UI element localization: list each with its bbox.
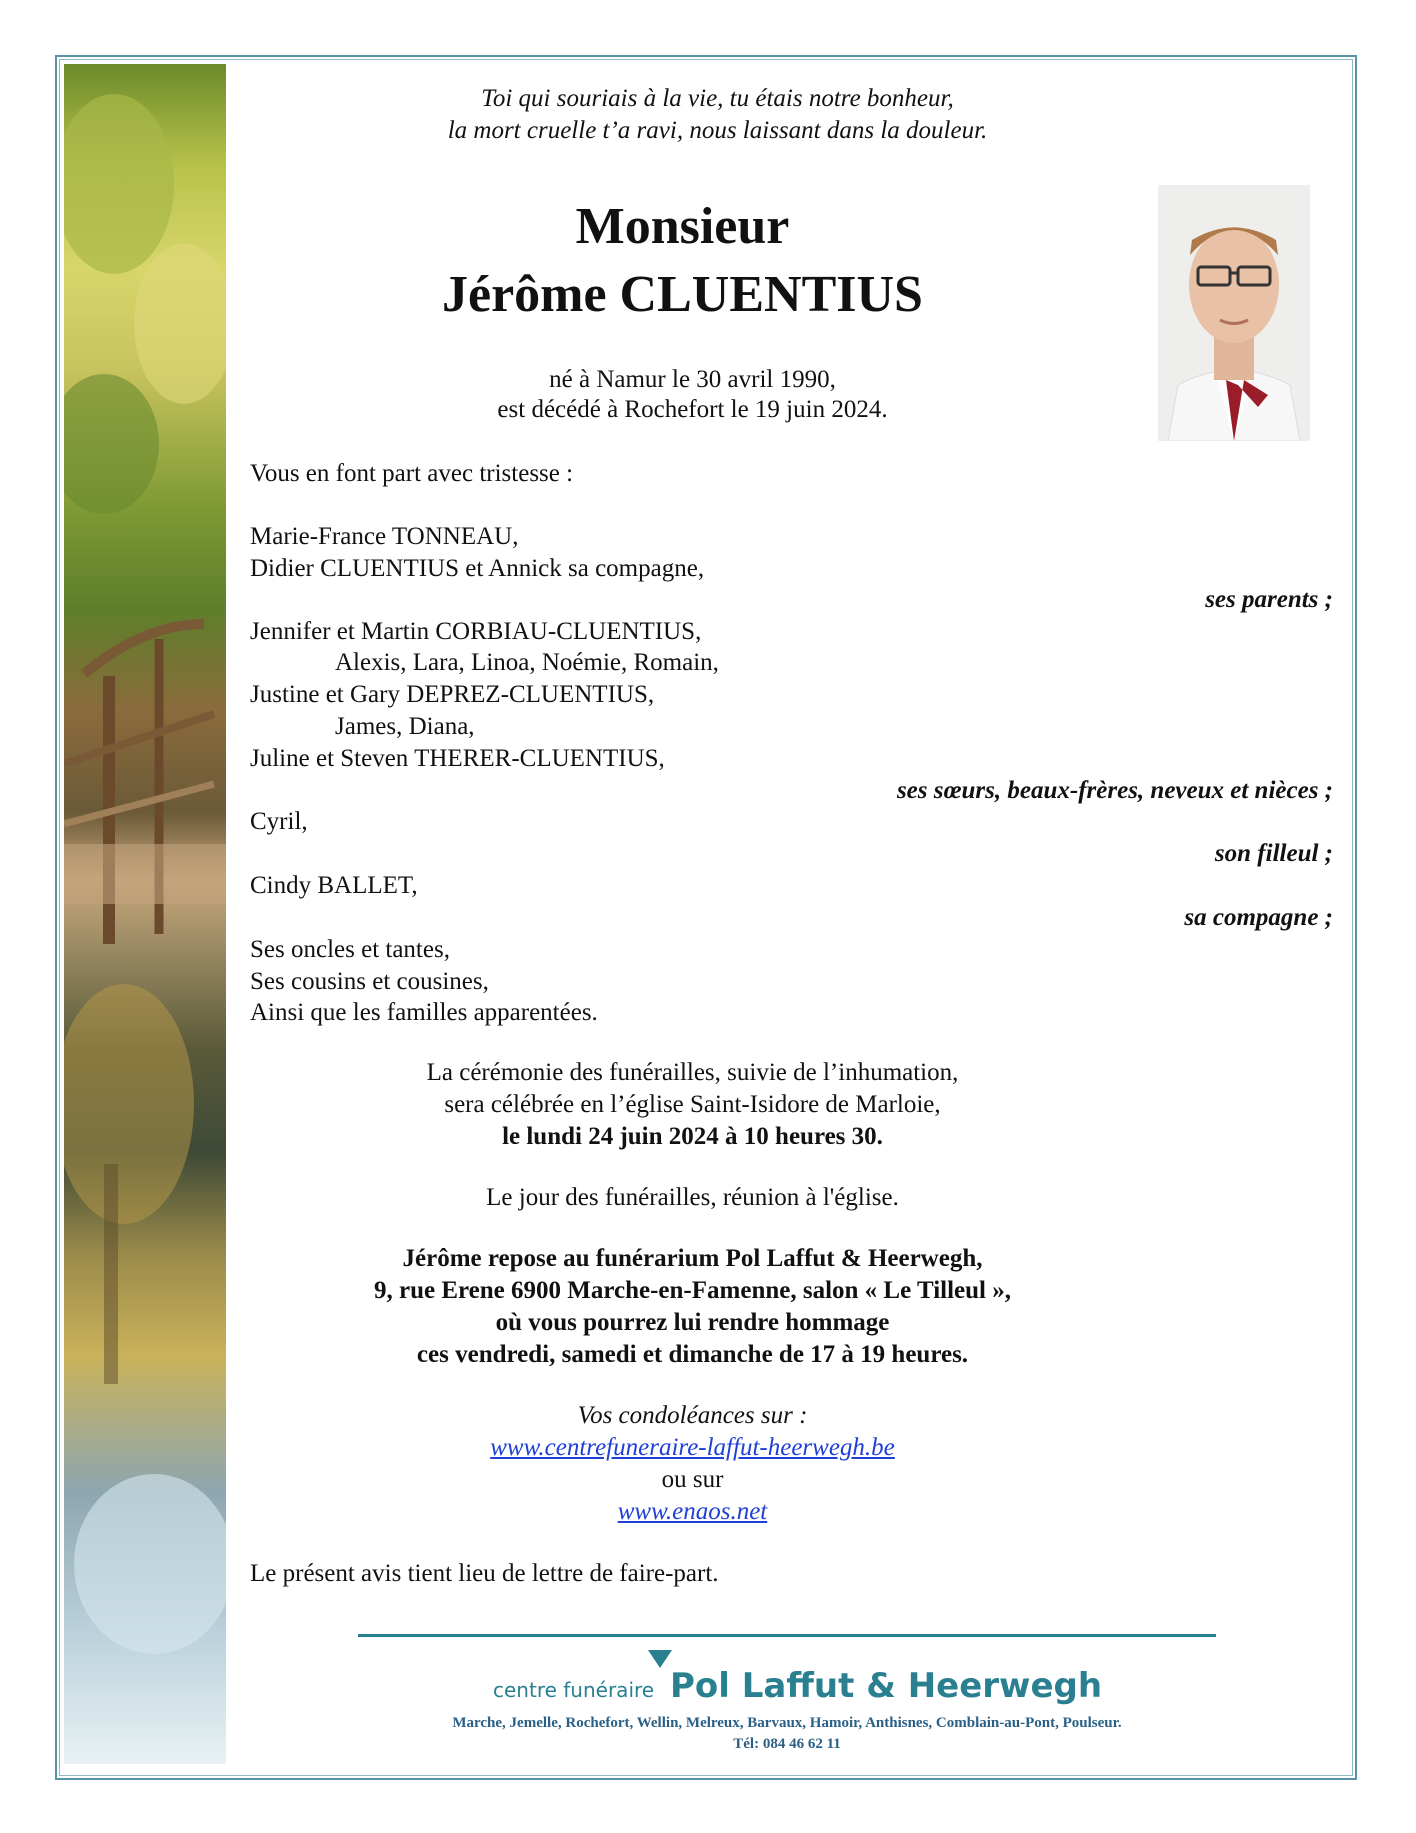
footer-cities: Marche, Jemelle, Rochefort, Wellin, Melreux, Barvaux, Hamoir, Anthisnes, Comblain-au-Pont, Poulseur. [452,1715,1122,1731]
ceremony-line-2: sera célébrée en l’église Saint-Isidore de Marloie, [444,1091,941,1118]
footer-phone: Tél: 084 46 62 11 [733,1736,841,1752]
others-3: Ainsi que les familles apparentées. [250,999,598,1026]
role-partner: sa compagne ; [1184,904,1333,931]
funerarium-line-1: Jérôme repose au funérarium Pol Laffut & Heerwegh, [402,1245,983,1272]
ceremony-line-1: La cérémonie des funérailles, suivie de l’inhumation, [426,1059,959,1086]
birth-line: né à Namur le 30 avril 1990, [549,366,836,393]
godson: Cyril, [250,808,308,835]
condolences-label: Vos condoléances sur : [577,1402,808,1429]
sibling-3: Juline et Steven THERER-CLUENTIUS, [250,745,665,772]
deceased-title: Monsieur [575,198,790,255]
parent-2: Didier CLUENTIUS et Annick sa compagne, [250,555,705,582]
poem-line-1: Toi qui souriais à la vie, tu étais notre bonheur, [481,85,954,112]
logo-triangle-icon [648,1650,672,1668]
sibling-2-children: James, Diana, [335,713,475,740]
sibling-1: Jennifer et Martin CORBIAU-CLUENTIUS, [250,618,702,645]
closing-note: Le présent avis tient lieu de lettre de faire-part. [250,1560,719,1587]
ceremony-date: le lundi 24 juin 2024 à 10 heures 30. [502,1123,883,1150]
funerarium-line-2: 9, rue Erene 6900 Marche-en-Famenne, salon « Le Tilleul », [374,1277,1011,1304]
portrait-photo [1158,185,1310,441]
others-2: Ses cousins et cousines, [250,968,489,995]
condolences-or: ou sur [661,1466,724,1493]
condolences-link-2[interactable]: www.enaos.net [617,1498,768,1525]
funerarium-line-3: où vous pourrez lui rendre hommage [495,1309,890,1336]
announcement: Vous en font part avec tristesse : [250,460,574,487]
parent-1: Marie-France TONNEAU, [250,523,519,550]
death-line: est décédé à Rochefort le 19 juin 2024. [497,396,888,423]
role-siblings: ses sœurs, beaux-frères, neveux et nièces ; [896,777,1333,804]
others-1: Ses oncles et tantes, [250,936,450,963]
role-parents: ses parents ; [1205,586,1333,613]
role-godson: son filleul ; [1214,840,1333,867]
footer-divider [358,1634,1216,1637]
funerarium-line-4: ces vendredi, samedi et dimanche de 17 à 19 heures. [416,1341,969,1368]
deceased-name: Jérôme CLUENTIUS [442,266,923,323]
sibling-2: Justine et Gary DEPREZ-CLUENTIUS, [250,681,655,708]
poem-line-2: la mort cruelle t’a ravi, nous laissant dans la douleur. [447,117,988,144]
logo-brand: Pol Laffut & Heerwegh [670,1666,1103,1706]
footer-logo [358,1650,1216,1755]
condolences-link-1-row [360,1432,1025,1464]
sibling-1-children: Alexis, Lara, Linoa, Noémie, Romain, [335,649,719,676]
meeting-info: Le jour des funérailles, réunion à l'église. [486,1184,899,1211]
decorative-side-photo [64,64,226,1764]
logo-subtitle: centre funéraire [493,1678,655,1702]
partner: Cindy BALLET, [250,872,418,899]
condolences-link-2-row [360,1496,1025,1528]
condolences-link-1[interactable]: www.centrefuneraire-laffut-heerwegh.be [490,1434,895,1461]
